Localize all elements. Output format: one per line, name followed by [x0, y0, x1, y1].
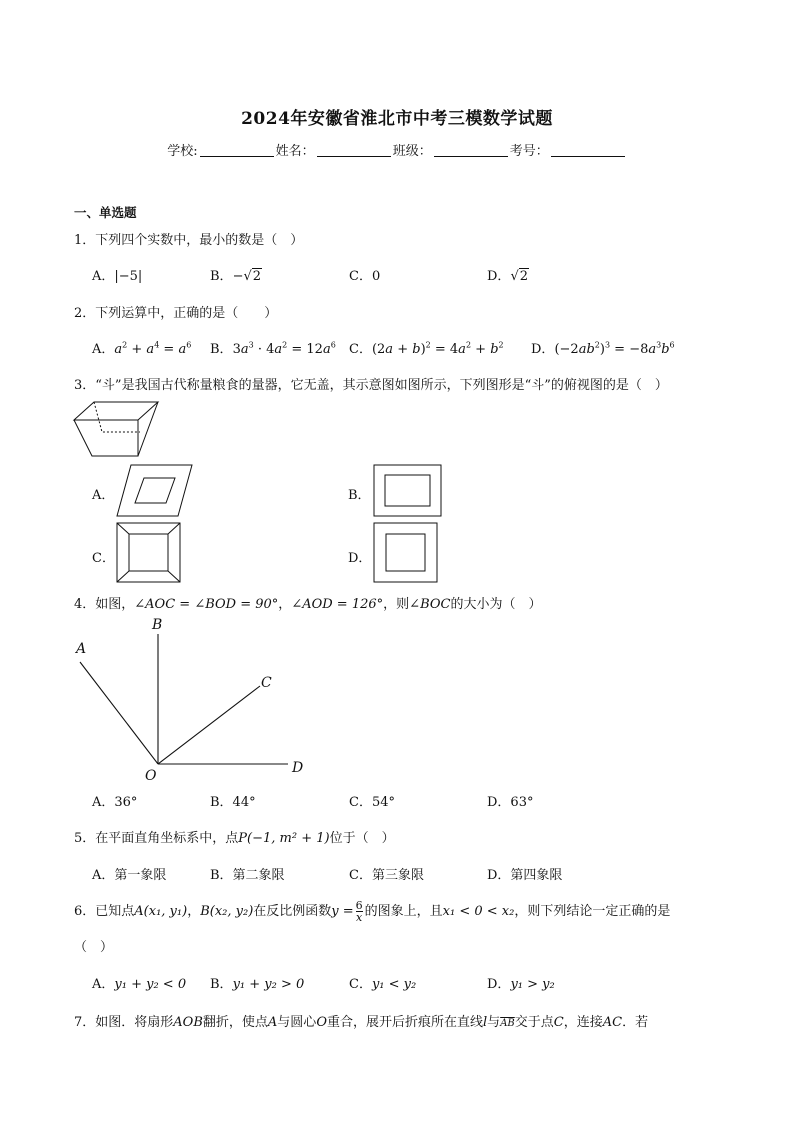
q6-b-expr: y₁ + y₂ > 0: [232, 977, 305, 992]
school-blank[interactable]: [200, 144, 274, 157]
q5-option-c[interactable]: C．第三象限: [349, 868, 424, 883]
q3-option-d-figure[interactable]: [374, 523, 438, 583]
label-c: C: [261, 675, 272, 691]
q6-fraction: [356, 900, 363, 923]
school-label: 学校:: [167, 144, 198, 159]
q6-option-a[interactable]: [92, 973, 186, 992]
q6-fraction-den: x: [356, 911, 363, 924]
angle-figure: [72, 612, 322, 787]
q1-option-a[interactable]: [92, 265, 142, 284]
q2-option-d[interactable]: D．$(-2ab^2)^3 = -8a^3b^6$: [531, 340, 675, 357]
q1-option-b[interactable]: B．−√2: [210, 269, 262, 284]
q6-b-label: B．: [210, 977, 233, 992]
q4-condition-1: ∠AOC = ∠BOD = 90°: [134, 597, 279, 612]
q6-condition: x₁ < 0 < x₂: [442, 904, 515, 919]
q3-stem: 3．“斗”是我国古代称量粮食的量器，它无盖，其示意图如图所示，下列图形是“斗”的俯视图的是（ ）: [74, 378, 668, 393]
q5-option-d[interactable]: D．第四象限: [487, 868, 563, 883]
q1-option-c[interactable]: [349, 265, 380, 284]
q6-c-expr: y₁ < y₂: [371, 977, 417, 992]
q4-asked-angle: ∠BOC: [409, 597, 451, 612]
q6-stem-mid2: 的图象上，且: [364, 904, 443, 919]
q2-c-label: C．: [349, 342, 372, 357]
label-a: A: [76, 641, 87, 657]
q4-option-b[interactable]: B．44°: [210, 795, 256, 810]
exam-no-blank[interactable]: [551, 144, 625, 157]
q4-option-d[interactable]: D．63°: [487, 795, 534, 810]
q6-c-label: C．: [349, 977, 372, 992]
q3-option-d-label[interactable]: D．: [348, 551, 372, 566]
class-label: 班级：: [392, 144, 432, 159]
q1-b-minus: −: [232, 269, 244, 284]
q7-stem-mid6: ，连接: [563, 1015, 603, 1030]
name-label: 姓名：: [275, 144, 315, 159]
q4-stem: [74, 593, 541, 612]
q7-stem-mid2: 与圆心: [277, 1015, 317, 1030]
q1-a-label: A．: [92, 269, 115, 284]
q6-option-b[interactable]: [210, 973, 304, 992]
q3-option-a-label[interactable]: A．: [92, 488, 115, 503]
class-blank[interactable]: [434, 144, 508, 157]
q1-stem: 1．下列四个实数中，最小的数是（ ）: [74, 233, 304, 248]
q4-condition-2: ∠AOD = 126°: [291, 597, 384, 612]
q6-func-y: y =: [331, 904, 354, 919]
dou-top-rim: [74, 402, 158, 420]
q5-point: P(−1, m² + 1): [238, 831, 330, 846]
q6-a-label: A．: [92, 977, 115, 992]
label-b: B: [152, 617, 163, 633]
q7-stem-mid3: 重合，展开后折痕所在直线: [326, 1015, 483, 1030]
q5-option-b[interactable]: B．第二象限: [210, 868, 285, 883]
q4-option-c[interactable]: C．54°: [349, 795, 395, 810]
q7-arc: $\overline{AB}$: [500, 1018, 515, 1029]
q7-stem-mid: 翻折，使点: [202, 1015, 268, 1030]
q2-option-b[interactable]: B．$3a^3 \cdot 4a^2 = 12a^6$: [210, 340, 336, 357]
q5-option-a[interactable]: A．第一象限: [92, 868, 167, 883]
dou-measure-figure: [74, 402, 160, 458]
dou-hidden-edges: [94, 402, 140, 432]
q1-d-radicand: 2: [519, 269, 529, 284]
ray-oa: [80, 662, 158, 764]
q7-stem: [74, 1011, 648, 1030]
q1-c-label: C．: [349, 269, 372, 284]
section-heading: 一、单选题: [74, 205, 137, 220]
q6-d-expr: y₁ > y₂: [510, 977, 555, 992]
q1-option-d[interactable]: D．√2: [487, 269, 529, 284]
q2-b-label: B．: [210, 342, 233, 357]
q2-a-label: A．: [92, 342, 115, 357]
page-title: 2024年安徽省淮北市中考三模数学试题: [241, 109, 553, 129]
q6-d-label: D．: [487, 977, 511, 992]
q7-point-o: O: [316, 1015, 327, 1030]
q3-option-a-figure[interactable]: [117, 465, 193, 517]
q4-stem-post: 的大小为（ ）: [450, 597, 542, 612]
q6-stem: [74, 900, 670, 923]
q7-point-a: A: [267, 1015, 278, 1030]
q2-option-a[interactable]: A．$a^2 + a^4 = a^6$: [92, 340, 192, 357]
q3-option-c-figure[interactable]: [117, 523, 181, 583]
q6-sep: ，: [187, 904, 201, 919]
q7-stem-pre: 7．如图．将扇形: [74, 1015, 174, 1030]
q7-stem-post: ．若: [622, 1015, 649, 1030]
q1-b-radicand: 2: [252, 269, 262, 284]
q1-a-value: |−5|: [114, 269, 143, 284]
q7-line-l: l: [483, 1015, 488, 1030]
student-info-line: [0, 140, 794, 159]
q3-option-c-label[interactable]: C．: [92, 551, 115, 566]
exam-no-label: 考号：: [509, 144, 549, 159]
q1-c-value: 0: [371, 269, 381, 284]
q6-stem-line2: （ ）: [74, 940, 114, 955]
q3-option-b-figure[interactable]: [374, 465, 442, 517]
q6-point-b: B(x₂, y₂): [200, 904, 254, 919]
q5-stem-pre: 5．在平面直角坐标系中，点: [74, 831, 239, 846]
label-o: O: [145, 768, 157, 784]
q3-option-b-label[interactable]: B．: [348, 488, 371, 503]
q6-fraction-num: 6: [355, 899, 363, 912]
q2-stem: 2．下列运算中，正确的是（ ）: [74, 306, 278, 321]
q6-option-d[interactable]: [487, 973, 555, 992]
q2-option-c[interactable]: C．$(2a + b)^2 = 4a^2 + b^2$: [349, 340, 504, 357]
q7-segment: AC: [602, 1015, 623, 1030]
q5-stem-post: 位于（ ）: [329, 831, 395, 846]
q4-stem-pre: 4．如图，: [74, 597, 135, 612]
dou-front-sides: [74, 420, 138, 456]
q6-option-c[interactable]: [349, 973, 416, 992]
label-d: D: [292, 760, 304, 776]
q7-stem-mid5: 交于点: [514, 1015, 554, 1030]
q4-stem-sep: ，: [278, 597, 292, 612]
q6-point-a: A(x₁, y₁): [134, 904, 188, 919]
q5-stem: [74, 827, 395, 846]
q4-stem-then: ，则: [383, 597, 410, 612]
q4-option-a[interactable]: A．36°: [92, 795, 138, 810]
q7-stem-mid4: 与: [487, 1015, 501, 1030]
q2-d-label: D．: [531, 342, 555, 357]
q6-stem-pre: 6．已知点: [74, 904, 135, 919]
name-blank[interactable]: [317, 144, 391, 157]
q1-b-label: B．: [210, 269, 233, 284]
q6-stem-mid: 在反比例函数: [253, 904, 332, 919]
q6-a-expr: y₁ + y₂ < 0: [114, 977, 187, 992]
dou-right-edge: [138, 402, 158, 456]
q7-sector: AOB: [173, 1015, 203, 1030]
q7-point-c: C: [553, 1015, 564, 1030]
q6-stem-post: ，则下列结论一定正确的是: [514, 904, 671, 919]
q1-d-label: D．: [487, 269, 511, 284]
ray-oc: [158, 686, 260, 764]
